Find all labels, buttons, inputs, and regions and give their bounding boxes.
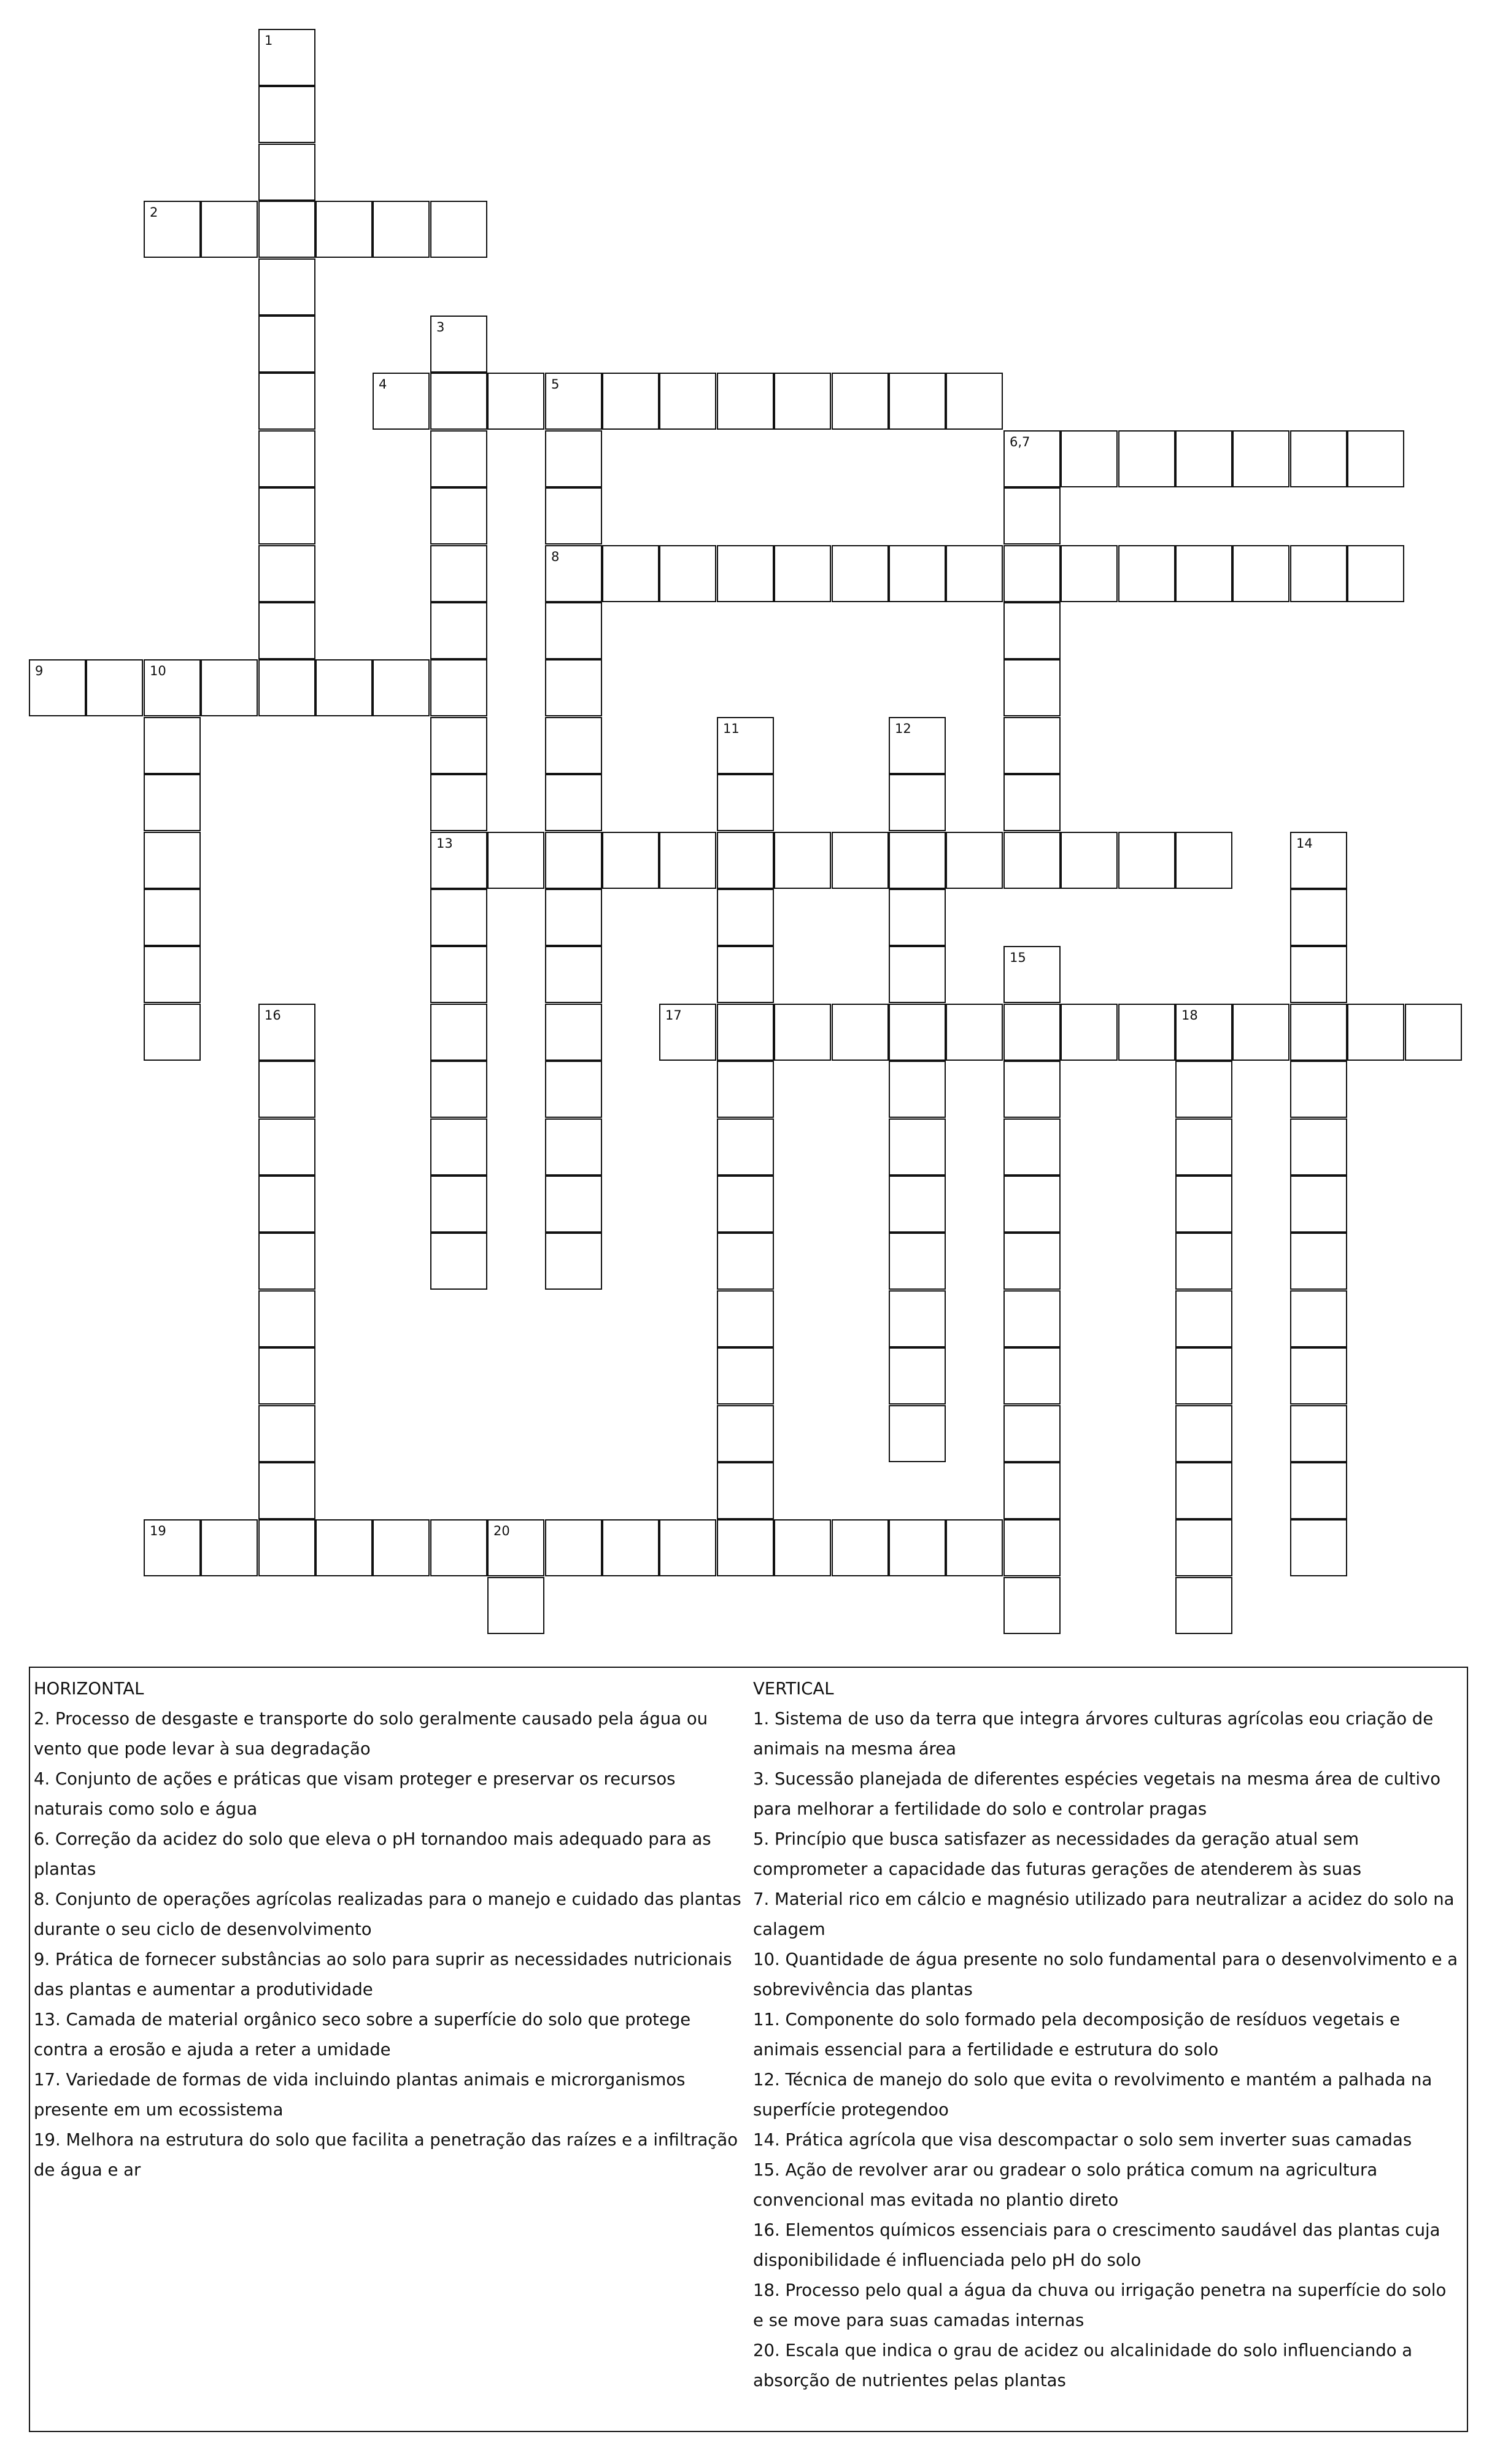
grid-cell[interactable] (1003, 1290, 1061, 1347)
grid-cell[interactable] (774, 1004, 831, 1061)
grid-cell[interactable] (602, 545, 659, 602)
grid-cell[interactable] (1405, 1004, 1462, 1061)
grid-cell[interactable] (717, 1004, 774, 1061)
grid-cell[interactable] (1003, 1519, 1061, 1576)
grid-cell[interactable] (602, 1519, 659, 1576)
grid-cell[interactable] (1003, 1347, 1061, 1404)
grid-cell[interactable] (1175, 1290, 1232, 1347)
grid-cell[interactable] (1175, 1118, 1232, 1176)
grid-cell[interactable] (889, 1290, 946, 1347)
grid-cell[interactable] (1175, 1405, 1232, 1462)
grid-cell[interactable] (258, 430, 315, 487)
grid-cell[interactable] (1003, 487, 1061, 544)
grid-cell[interactable] (1290, 1519, 1347, 1576)
across-clue: 17. Variedade de formas de vida incluindo plantas animais e microrganismos presente em um ecossistema (34, 2070, 686, 2120)
grid-cell[interactable] (545, 1176, 602, 1233)
grid-cell[interactable] (430, 946, 487, 1003)
grid-cell[interactable] (1118, 545, 1175, 602)
across-clue: 9. Prática de fornecer substâncias ao solo para suprir as necessidades nutricionais das plantas e aumentar a produtividade (34, 1950, 732, 1999)
grid-cell[interactable] (774, 1519, 831, 1576)
grid-cell[interactable] (258, 602, 315, 659)
grid-cell[interactable] (1290, 832, 1347, 889)
grid-cell[interactable] (946, 1004, 1003, 1061)
grid-cell[interactable] (258, 1519, 315, 1576)
grid-cell[interactable] (889, 1176, 946, 1233)
grid-cell[interactable] (1290, 1004, 1347, 1061)
grid-cell[interactable] (144, 832, 201, 889)
grid-cell[interactable] (1003, 1176, 1061, 1233)
grid-cell[interactable] (545, 1004, 602, 1061)
clue-number: 3 (436, 320, 445, 335)
grid-cell[interactable] (258, 1462, 315, 1519)
grid-cell[interactable] (1290, 1347, 1347, 1404)
down-heading: VERTICAL (753, 1679, 834, 1699)
grid-cell[interactable] (774, 545, 831, 602)
grid-cell[interactable] (889, 717, 946, 774)
grid-cell[interactable] (659, 1004, 716, 1061)
grid-cell[interactable] (602, 373, 659, 430)
grid-cell[interactable] (717, 889, 774, 946)
grid-cell[interactable] (144, 1519, 201, 1576)
grid-cell[interactable] (1175, 1004, 1232, 1061)
grid-cell[interactable] (832, 832, 889, 889)
grid-cell[interactable] (946, 545, 1003, 602)
grid-cell[interactable] (1118, 430, 1175, 487)
grid-cell[interactable] (258, 1118, 315, 1176)
grid-cell[interactable] (889, 832, 946, 889)
clue-number: 2 (150, 205, 158, 220)
grid-cell[interactable] (1290, 1233, 1347, 1290)
grid-cell[interactable] (1290, 1061, 1347, 1118)
across-heading: HORIZONTAL (34, 1679, 144, 1699)
grid-cell[interactable] (545, 430, 602, 487)
grid-cell[interactable] (430, 1176, 487, 1233)
grid-cell[interactable] (258, 659, 315, 716)
grid-cell[interactable] (315, 201, 373, 258)
grid-cell[interactable] (201, 201, 258, 258)
grid-cell[interactable] (258, 29, 315, 86)
grid-cell[interactable] (717, 1290, 774, 1347)
grid-cell[interactable] (430, 430, 487, 487)
grid-cell[interactable] (545, 1118, 602, 1176)
grid-cell[interactable] (430, 545, 487, 602)
down-clue: 1. Sistema de uso da terra que integra árvores culturas agrícolas eou criação de animais na mesma área (753, 1709, 1434, 1759)
clue-number: 1 (265, 33, 273, 48)
grid-cell[interactable] (717, 1347, 774, 1404)
grid-cell[interactable] (373, 201, 430, 258)
grid-cell[interactable] (430, 1118, 487, 1176)
clue-number: 14 (1296, 836, 1313, 851)
grid-cell[interactable] (258, 1290, 315, 1347)
grid-cell[interactable] (717, 545, 774, 602)
grid-cell[interactable] (1175, 1519, 1232, 1576)
grid-cell[interactable] (1175, 1577, 1232, 1634)
grid-cell[interactable] (1003, 1118, 1061, 1176)
grid-cell[interactable] (889, 545, 946, 602)
grid-cell[interactable] (545, 1519, 602, 1576)
grid-cell[interactable] (774, 832, 831, 889)
grid-cell[interactable] (430, 717, 487, 774)
grid-cell[interactable] (258, 1347, 315, 1404)
down-clue: 18. Processo pelo qual a água da chuva ou irrigação penetra na superfície do solo e se move para suas camadas internas (753, 2280, 1447, 2330)
grid-cell[interactable] (889, 1405, 946, 1462)
grid-cell[interactable] (1347, 1004, 1404, 1061)
grid-cell[interactable] (487, 1577, 544, 1634)
grid-cell[interactable] (1347, 545, 1404, 602)
grid-cell[interactable] (315, 659, 373, 716)
grid-cell[interactable] (1290, 1118, 1347, 1176)
grid-cell[interactable] (430, 316, 487, 373)
grid-cell[interactable] (717, 946, 774, 1003)
grid-cell[interactable] (659, 832, 716, 889)
grid-cell[interactable] (1175, 1061, 1232, 1118)
grid-cell[interactable] (545, 545, 602, 602)
grid-cell[interactable] (430, 1519, 487, 1576)
grid-cell[interactable] (545, 1233, 602, 1290)
grid-cell[interactable] (832, 545, 889, 602)
grid-cell[interactable] (1061, 1004, 1118, 1061)
clue-number: 9 (35, 664, 44, 678)
clue-number: 18 (1181, 1008, 1198, 1023)
grid-cell[interactable] (1175, 832, 1232, 889)
grid-cell[interactable] (373, 659, 430, 716)
grid-cell[interactable] (717, 1118, 774, 1176)
down-clue: 14. Prática agrícola que visa descompactar o solo sem inverter suas camadas (753, 2130, 1412, 2150)
grid-cell[interactable] (1003, 774, 1061, 831)
grid-cell[interactable] (144, 717, 201, 774)
grid-cell[interactable] (1175, 1176, 1232, 1233)
grid-cell[interactable] (889, 774, 946, 831)
clue-number: 15 (1010, 950, 1026, 965)
down-clue: 20. Escala que indica o grau de acidez ou alcalinidade do solo influenciando a absorção de nutrientes pelas plantas (753, 2341, 1413, 2390)
grid-cell[interactable] (29, 659, 86, 716)
grid-cell[interactable] (201, 1519, 258, 1576)
grid-cell[interactable] (430, 1233, 487, 1290)
grid-cell[interactable] (258, 258, 315, 316)
grid-cell[interactable] (201, 659, 258, 716)
clue-number: 10 (150, 664, 166, 678)
grid-cell[interactable] (774, 373, 831, 430)
grid-cell[interactable] (659, 545, 716, 602)
grid-cell[interactable] (889, 1519, 946, 1576)
across-clue: 13. Camada de material orgânico seco sobre a superfície do solo que protege contra a erosão e ajuda a reter a umidade (34, 2010, 691, 2059)
grid-cell[interactable] (717, 1462, 774, 1519)
grid-cell[interactable] (889, 1118, 946, 1176)
clue-number: 13 (436, 836, 453, 851)
clue-number: 12 (895, 721, 911, 736)
grid-cell[interactable] (1003, 832, 1061, 889)
grid-cell[interactable] (1232, 1004, 1289, 1061)
grid-cell[interactable] (1290, 1405, 1347, 1462)
grid-cell[interactable] (1290, 545, 1347, 602)
grid-cell[interactable] (1061, 430, 1118, 487)
down-clue: 16. Elementos químicos essenciais para o crescimento saudável das plantas cuja disponibilidade é influenciada pelo pH do solo (753, 2220, 1440, 2270)
grid-cell[interactable] (373, 1519, 430, 1576)
grid-cell[interactable] (545, 946, 602, 1003)
down-clue: 10. Quantidade de água presente no solo fundamental para o desenvolvimento e a sobrevivência das plantas (753, 1950, 1458, 1999)
grid-cell[interactable] (430, 201, 487, 258)
grid-cell[interactable] (144, 659, 201, 716)
grid-cell[interactable] (1003, 946, 1061, 1003)
grid-cell[interactable] (487, 373, 544, 430)
clue-number: 16 (265, 1008, 281, 1023)
grid-cell[interactable] (1290, 1176, 1347, 1233)
clue-number: 4 (379, 377, 387, 392)
grid-cell[interactable] (1175, 1233, 1232, 1290)
grid-cell[interactable] (258, 201, 315, 258)
grid-cell[interactable] (1003, 717, 1061, 774)
grid-cell[interactable] (1290, 1290, 1347, 1347)
across-clue: 2. Processo de desgaste e transporte do solo geralmente causado pela água ou vento que pode levar à sua degradação (34, 1709, 708, 1759)
down-clue: 7. Material rico em cálcio e magnésio utilizado para neutralizar a acidez do solo na calagem (753, 1889, 1455, 1939)
down-clue: 11. Componente do solo formado pela decomposição de resíduos vegetais e animais essencial para a fertilidade e estrutura do solo (753, 2010, 1400, 2059)
grid-cell[interactable] (373, 373, 430, 430)
grid-cell[interactable] (1003, 1061, 1061, 1118)
grid-cell[interactable] (487, 832, 544, 889)
grid-cell[interactable] (1003, 1462, 1061, 1519)
grid-cell[interactable] (1003, 602, 1061, 659)
clue-number: 8 (551, 549, 560, 564)
grid-cell[interactable] (659, 373, 716, 430)
down-clue: 5. Princípio que busca satisfazer as necessidades da geração atual sem comprometer a capacidade das futuras gerações de atenderem às suas (753, 1829, 1362, 1879)
grid-cell[interactable] (545, 602, 602, 659)
grid-cell[interactable] (946, 373, 1003, 430)
grid-cell[interactable] (1003, 1405, 1061, 1462)
grid-cell[interactable] (1061, 832, 1118, 889)
grid-cell[interactable] (545, 832, 602, 889)
grid-cell[interactable] (144, 946, 201, 1003)
grid-cell[interactable] (430, 1004, 487, 1061)
clue-number: 20 (493, 1524, 510, 1538)
grid-cell[interactable] (430, 889, 487, 946)
grid-cell[interactable] (946, 832, 1003, 889)
down-clue: 3. Sucessão planejada de diferentes espécies vegetais na mesma área de cultivo para melhorar a fertilidade do solo e controlar pragas (753, 1769, 1441, 1819)
grid-cell[interactable] (717, 373, 774, 430)
grid-cell[interactable] (1175, 430, 1232, 487)
grid-cell[interactable] (659, 1519, 716, 1576)
grid-cell[interactable] (1118, 1004, 1175, 1061)
grid-cell[interactable] (889, 373, 946, 430)
grid-cell[interactable] (545, 1061, 602, 1118)
grid-cell[interactable] (832, 1004, 889, 1061)
across-clue: 6. Correção da acidez do solo que eleva o pH tornandoo mais adequado para as plantas (34, 1829, 711, 1879)
grid-cell[interactable] (1175, 545, 1232, 602)
grid-cell[interactable] (258, 373, 315, 430)
grid-cell[interactable] (258, 144, 315, 201)
grid-cell[interactable] (717, 774, 774, 831)
grid-cell[interactable] (1290, 889, 1347, 946)
grid-cell[interactable] (717, 1233, 774, 1290)
down-clue: 15. Ação de revolver arar ou gradear o solo prática comum na agricultura convencional mas evitada no plantio direto (753, 2160, 1378, 2210)
grid-cell[interactable] (1232, 545, 1289, 602)
grid-cell[interactable] (889, 1233, 946, 1290)
grid-cell[interactable] (545, 717, 602, 774)
grid-cell[interactable] (1003, 430, 1061, 487)
grid-cell[interactable] (889, 1004, 946, 1061)
grid-cell[interactable] (1118, 832, 1175, 889)
grid-cell[interactable] (717, 1061, 774, 1118)
grid-cell[interactable] (889, 1347, 946, 1404)
grid-cell[interactable] (430, 832, 487, 889)
grid-cell[interactable] (258, 545, 315, 602)
grid-cell[interactable] (602, 832, 659, 889)
grid-cell[interactable] (717, 832, 774, 889)
grid-cell[interactable] (430, 602, 487, 659)
down-clue: 12. Técnica de manejo do solo que evita o revolvimento e mantém a palhada na superfície protegendoo (753, 2070, 1432, 2120)
grid-cell[interactable] (258, 1004, 315, 1061)
grid-cell[interactable] (430, 1061, 487, 1118)
grid-cell[interactable] (889, 1061, 946, 1118)
grid-cell[interactable] (258, 1233, 315, 1290)
grid-cell[interactable] (717, 1405, 774, 1462)
grid-cell[interactable] (832, 1519, 889, 1576)
grid-cell[interactable] (258, 1405, 315, 1462)
grid-cell[interactable] (258, 86, 315, 143)
across-clue: 8. Conjunto de operações agrícolas realizadas para o manejo e cuidado das plantas durante o seu ciclo de desenvolvimento (34, 1889, 741, 1939)
clues-box (29, 1667, 1468, 2432)
grid-cell[interactable] (1003, 1233, 1061, 1290)
grid-cell[interactable] (545, 487, 602, 544)
grid-cell[interactable] (889, 946, 946, 1003)
grid-cell[interactable] (1290, 946, 1347, 1003)
grid-cell[interactable] (1061, 545, 1118, 602)
grid-cell[interactable] (1003, 659, 1061, 716)
grid-cell[interactable] (315, 1519, 373, 1576)
grid-cell[interactable] (430, 659, 487, 716)
grid-cell[interactable] (258, 1176, 315, 1233)
grid-cell[interactable] (258, 487, 315, 544)
across-clues (34, 1674, 746, 2185)
grid-cell[interactable] (1003, 1577, 1061, 1634)
grid-cell[interactable] (1175, 1347, 1232, 1404)
grid-cell[interactable] (144, 201, 201, 258)
grid-cell[interactable] (430, 373, 487, 430)
grid-cell[interactable] (1175, 1462, 1232, 1519)
clue-number: 5 (551, 377, 560, 392)
grid-cell[interactable] (430, 774, 487, 831)
grid-cell[interactable] (258, 316, 315, 373)
grid-cell[interactable] (545, 373, 602, 430)
down-clues (753, 1674, 1462, 2396)
grid-cell[interactable] (545, 659, 602, 716)
grid-cell[interactable] (1232, 430, 1289, 487)
across-clue: 4. Conjunto de ações e práticas que visam proteger e preservar os recursos naturais como solo e água (34, 1769, 676, 1819)
grid-cell[interactable] (545, 774, 602, 831)
grid-cell[interactable] (144, 889, 201, 946)
grid-cell[interactable] (430, 487, 487, 544)
grid-cell[interactable] (258, 1061, 315, 1118)
grid-cell[interactable] (1003, 545, 1061, 602)
grid-cell[interactable] (545, 889, 602, 946)
clue-number: 17 (665, 1008, 682, 1023)
grid-cell[interactable] (1290, 430, 1347, 487)
clue-number: 11 (723, 721, 740, 736)
grid-cell[interactable] (717, 1176, 774, 1233)
grid-cell[interactable] (487, 1519, 544, 1576)
clue-number: 6,7 (1010, 435, 1030, 449)
grid-cell[interactable] (1347, 430, 1404, 487)
grid-cell[interactable] (144, 774, 201, 831)
grid-cell[interactable] (1290, 1462, 1347, 1519)
grid-cell[interactable] (144, 1004, 201, 1061)
grid-cell[interactable] (1003, 1004, 1061, 1061)
grid-cell[interactable] (86, 659, 143, 716)
grid-cell[interactable] (946, 1519, 1003, 1576)
grid-cell[interactable] (832, 373, 889, 430)
clue-number: 19 (150, 1524, 166, 1538)
grid-cell[interactable] (889, 889, 946, 946)
grid-cell[interactable] (717, 1519, 774, 1576)
grid-cell[interactable] (717, 717, 774, 774)
across-clue: 19. Melhora na estrutura do solo que facilita a penetração das raízes e a infiltração de água e ar (34, 2130, 738, 2180)
